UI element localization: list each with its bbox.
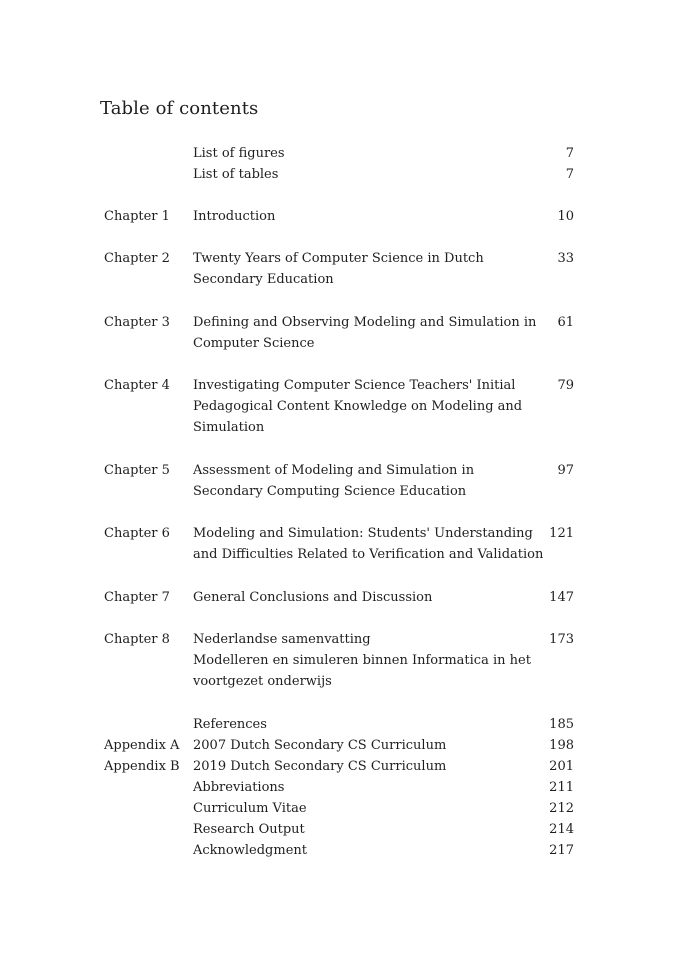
toc-entry-title-line: voortgezet onderwijs <box>193 674 332 689</box>
toc-entry-title-line: Research Output <box>193 822 305 837</box>
toc-entry-label: Chapter 6 <box>104 526 170 541</box>
toc-entry-page-number: 214 <box>549 822 574 837</box>
toc-entry-title-line: Secondary Computing Science Education <box>193 484 467 499</box>
toc-entry-page-number: 7 <box>565 146 574 161</box>
toc-entry-title-line: Introduction <box>193 209 276 224</box>
toc-entry-title-line: Abbreviations <box>193 780 285 795</box>
toc-entry-page-number: 10 <box>557 209 574 224</box>
toc-entry-title <box>193 798 513 819</box>
toc-entry-page-number: 147 <box>549 590 574 605</box>
toc-entry-title-line: Modeling and Simulation: Students' Understanding <box>193 526 533 541</box>
toc-entry-title-line: List of tables <box>193 167 279 182</box>
toc-entry-title <box>193 460 513 502</box>
toc-entry-title <box>193 248 513 290</box>
toc-entry-title-line: List of figures <box>193 146 285 161</box>
toc-entry-title-line: References <box>193 717 267 732</box>
toc-entry-label: Chapter 4 <box>104 378 170 393</box>
toc-entry-title <box>193 756 513 777</box>
toc-entry-title-line: and Difficulties Related to Verification and Validation <box>193 547 544 562</box>
toc-entry-label: Appendix A <box>104 738 180 753</box>
toc-entry-page-number: 198 <box>549 738 574 753</box>
toc-entry-title-line: Nederlandse samenvatting <box>193 632 371 647</box>
toc-entry-title-line: Computer Science <box>193 336 315 351</box>
toc-entry-title <box>193 840 513 861</box>
toc-entry-title-line: Pedagogical Content Knowledge on Modeling and <box>193 399 523 414</box>
toc-entry-title-line: Modelleren en simuleren binnen Informatica in het <box>193 653 531 668</box>
toc-entry-label: Chapter 5 <box>104 463 170 478</box>
toc-entry-title-line: 2007 Dutch Secondary CS Curriculum <box>193 738 447 753</box>
toc-entry-title <box>193 164 513 185</box>
toc-entry-page-number: 173 <box>549 632 574 647</box>
toc-entry-title-line: Investigating Computer Science Teachers' Initial <box>193 378 516 393</box>
toc-entry-label: Chapter 3 <box>104 315 170 330</box>
toc-entry-page-number: 121 <box>549 526 574 541</box>
toc-entry-page-number: 7 <box>565 167 574 182</box>
toc-entry-title-line: Secondary Education <box>193 272 334 287</box>
toc-entry-page-number: 211 <box>549 780 574 795</box>
toc-entry-page-number: 79 <box>557 378 574 393</box>
toc-entry-title-line: Acknowledgment <box>193 843 307 858</box>
toc-entry-title <box>193 206 513 227</box>
toc-entry-title <box>193 735 513 756</box>
toc-entry-title <box>193 143 513 164</box>
toc-entry-title <box>193 819 513 840</box>
toc-entry-page-number: 212 <box>549 801 574 816</box>
toc-entry-label: Chapter 1 <box>104 209 170 224</box>
toc-entry-title-line: Simulation <box>193 420 265 435</box>
toc-entry-title <box>193 312 537 354</box>
toc-entry-title <box>193 777 513 798</box>
toc-entry-title-line: Defining and Observing Modeling and Simulation in <box>193 315 537 330</box>
toc-entry-title-line: Assessment of Modeling and Simulation in <box>193 463 475 478</box>
toc-entry-title-line: General Conclusions and Discussion <box>193 590 433 605</box>
toc-entry-title <box>193 714 513 735</box>
toc-entry-page-number: 97 <box>557 463 574 478</box>
toc-entry-label: Appendix B <box>104 759 180 774</box>
toc-entry-page-number: 61 <box>557 315 574 330</box>
toc-entry-title-line: Curriculum Vitae <box>193 801 307 816</box>
toc-entry-title <box>193 587 513 608</box>
toc-entry-page-number: 33 <box>557 251 574 266</box>
toc-entry-label: Chapter 8 <box>104 632 170 647</box>
toc-entry-label: Chapter 2 <box>104 251 170 266</box>
toc-entry-title <box>193 629 531 692</box>
toc-entry-title <box>193 375 523 438</box>
toc-entry-title <box>193 523 544 565</box>
toc-entry-page-number: 185 <box>549 717 574 732</box>
toc-entry-title-line: Twenty Years of Computer Science in Dutch <box>193 251 484 266</box>
toc-entry-page-number: 217 <box>549 843 574 858</box>
page-title: Table of contents <box>100 98 259 119</box>
toc-entry-title-line: 2019 Dutch Secondary CS Curriculum <box>193 759 447 774</box>
toc-entry-label: Chapter 7 <box>104 590 170 605</box>
toc-entry-page-number: 201 <box>549 759 574 774</box>
